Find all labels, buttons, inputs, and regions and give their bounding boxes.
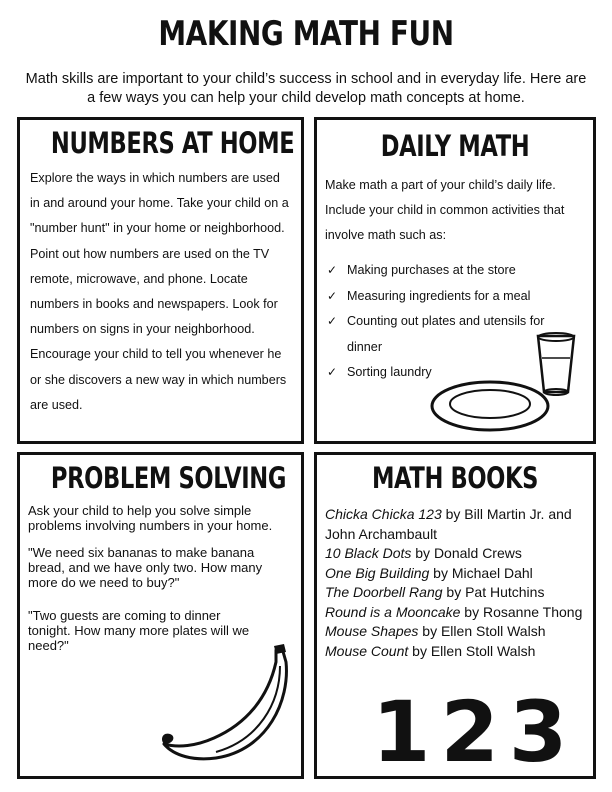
book-author: by Rosanne Thong (460, 603, 583, 620)
problem-solving-paragraph: "Two guests are coming to dinner tonight. How many more plates will we need?" (28, 608, 250, 653)
daily-math-heading: DAILY MATH (380, 129, 530, 163)
numbers-at-home-heading: NUMBERS AT HOME (50, 126, 295, 160)
book-title: Chicka Chicka 123 (325, 506, 442, 522)
math-books-heading: MATH BOOKS (371, 461, 539, 495)
check-icon: ✓ (327, 314, 338, 328)
book-title: One Big Building (325, 564, 430, 581)
list-item-text: Measuring ingredients for a meal (347, 288, 531, 303)
problem-solving-paragraph: "We need six bananas to make banana bread, and we have only two. How many more do we need to buy?" (28, 545, 263, 590)
list-item (325, 544, 585, 564)
list-item-text: Making purchases at the store (347, 263, 516, 277)
list-item (325, 505, 585, 544)
book-title: Round is a Mooncake (325, 603, 461, 620)
list-item-text: Counting out plates and utensils for dinner (347, 314, 545, 354)
book-author: by Donald Crews (411, 545, 522, 561)
list-item (325, 622, 585, 642)
book-title: Mouse Count (325, 642, 409, 659)
problem-solving-paragraph: Ask your child to help you solve simple problems involving numbers in your home. (28, 503, 273, 533)
page-title: MAKING MATH FUN (158, 14, 454, 54)
list-item (325, 583, 585, 603)
credit-text (0, 415, 1, 494)
check-icon: ✓ (327, 365, 338, 379)
daily-math-text: Make math a part of your child’s daily life. Include your child in common activities that involve math such as: (325, 178, 565, 242)
book-author: by Ellen Stoll Walsh (418, 623, 546, 639)
numbers-at-home-text: Explore the ways in which numbers are used in and around your home. Take your child on a "number hunt" in your home or neighborhood. Point out how numbers are used on the TV remote, microwave, and phone. Locate numbers in books and newspapers. Look for numbers on signs in your neighborhood. Encourage your child to tell you whenever he or she discovers a new way in which numbers are used. (30, 171, 289, 412)
book-author: by Pat Hutchins (442, 584, 545, 600)
book-author: by Ellen Stoll Walsh (408, 642, 536, 659)
list-item (325, 603, 585, 623)
list-item-text: Sorting laundry (347, 365, 432, 379)
plate-and-glass-icon (428, 328, 588, 436)
book-title: Mouse Shapes (325, 623, 419, 639)
problem-solving-heading: PROBLEM SOLVING (50, 461, 287, 495)
list-item (325, 642, 585, 662)
book-title: 10 Black Dots (325, 545, 412, 561)
book-author: by Michael Dahl (429, 564, 533, 581)
book-title: The Doorbell Rang (325, 584, 443, 600)
check-icon: ✓ (327, 263, 338, 277)
book-author: by Bill Martin Jr. and John Archambault (325, 506, 572, 542)
list-item (325, 284, 585, 310)
list-item (325, 258, 585, 284)
banana-icon (158, 640, 298, 770)
numbers-at-home-section (17, 117, 304, 444)
digits-123-graphic: 123 (372, 683, 578, 781)
list-item (325, 564, 585, 584)
math-books-list (325, 505, 585, 661)
check-icon: ✓ (327, 288, 338, 303)
intro-text: Math skills are important to your child’s success in school and in everyday life. Here are a few ways you can help your child develop math concepts at home. (25, 71, 587, 106)
